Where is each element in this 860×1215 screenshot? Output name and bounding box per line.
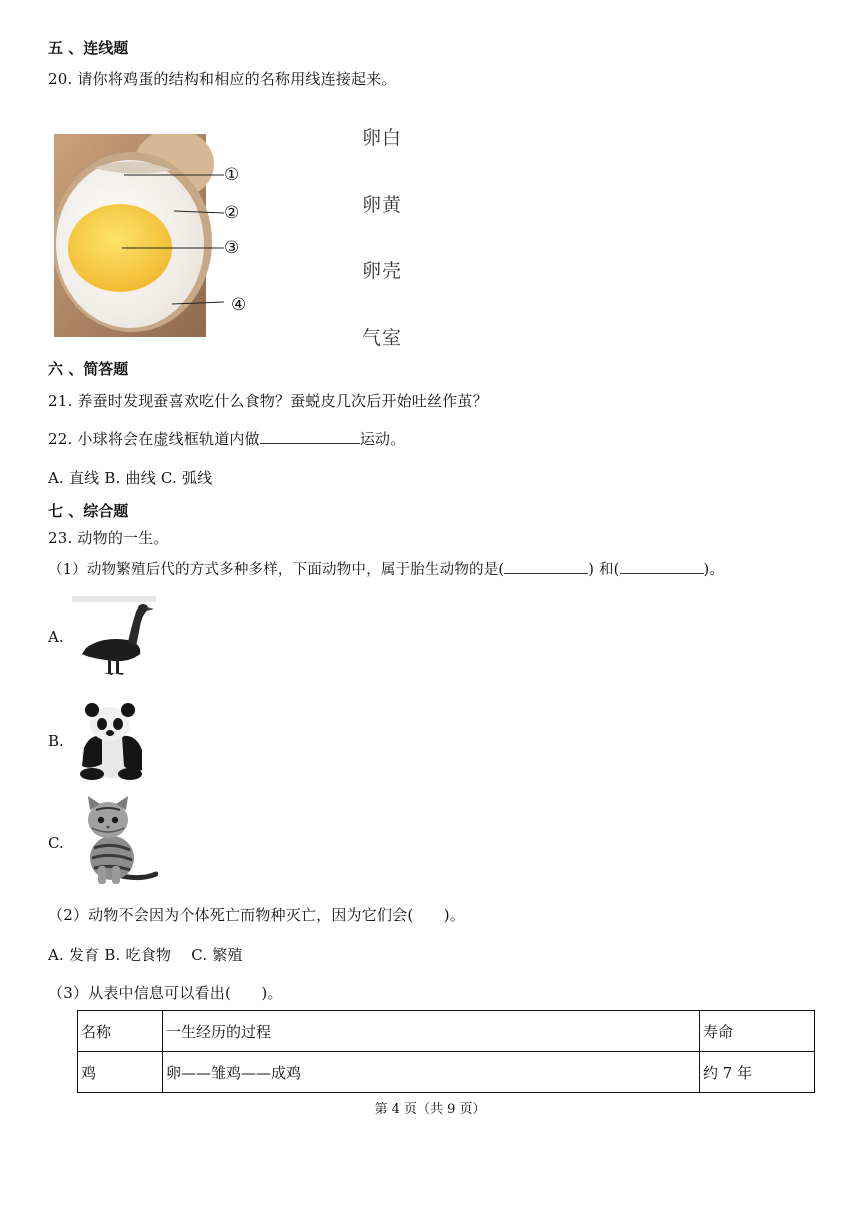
answer-blank-1[interactable] — [504, 559, 588, 574]
question-23-part-3: （3）从表中信息可以看出( )。 — [48, 984, 283, 1002]
page-footer: 第 4 页（共 9 页） — [374, 1102, 486, 1117]
question-22-text-after: 运动。 — [359, 430, 406, 448]
table-cell: 卵——雏鸡——成鸡 — [163, 1052, 700, 1093]
name-yolk: 卵黄 — [362, 194, 403, 216]
part-1-text-after: )。 — [703, 562, 725, 578]
question-23: 23. 动物的一生。 — [48, 529, 169, 547]
name-shell: 卵壳 — [362, 260, 403, 282]
part-1-text-mid: ) 和( — [588, 562, 620, 578]
answer-blank[interactable] — [260, 429, 360, 444]
marker-1: ① — [224, 165, 240, 185]
table-header-row — [78, 1011, 815, 1052]
option-c-letter: C. — [48, 834, 64, 852]
name-air-cell: 气室 — [362, 327, 403, 349]
answer-blank-2[interactable] — [620, 559, 704, 574]
question-22-text-before: 22. 小球将会在虚线框轨道内做 — [48, 430, 260, 448]
question-23-part-2: （2）动物不会因为个体死亡而物种灭亡，因为它们会( )。 — [48, 906, 466, 924]
option-a-letter: A. — [48, 628, 64, 646]
name-albumen: 卵白 — [362, 127, 403, 149]
table-row — [78, 1052, 815, 1093]
goose-image — [72, 596, 156, 680]
question-20: 20. 请你将鸡蛋的结构和相应的名称用线连接起来。 — [48, 70, 397, 88]
question-21: 21. 养蚕时发现蚕喜欢吃什么食物？蚕蜕皮几次后开始吐丝作茧？ — [48, 392, 488, 410]
table-header-cell: 寿命 — [700, 1011, 815, 1052]
section-6-title: 六 、简答题 — [48, 360, 129, 378]
table-cell: 鸡 — [78, 1052, 163, 1093]
marker-2: ② — [224, 203, 240, 223]
question-23-part-1 — [48, 558, 724, 579]
marker-4: ④ — [231, 295, 247, 315]
panda-image — [72, 700, 148, 780]
info-table — [77, 1010, 815, 1093]
table-cell: 约 7 年 — [700, 1052, 815, 1093]
marker-3: ③ — [224, 238, 240, 258]
question-22-options: A. 直线 B. 曲线 C. 弧线 — [48, 469, 213, 487]
section-5-title: 五 、连线题 — [48, 39, 129, 57]
section-7-title: 七 、综合题 — [48, 502, 129, 520]
kitten-image — [72, 796, 158, 886]
part-1-text-before: （1）动物繁殖后代的方式多种多样，下面动物中，属于胎生动物的是( — [48, 562, 505, 578]
option-b-letter: B. — [48, 732, 64, 750]
table-header-cell: 名称 — [78, 1011, 163, 1052]
table-header-cell: 一生经历的过程 — [163, 1011, 700, 1052]
question-23-part-2-options: A. 发育 B. 吃食物 C. 繁殖 — [48, 946, 243, 964]
question-22 — [48, 428, 405, 449]
